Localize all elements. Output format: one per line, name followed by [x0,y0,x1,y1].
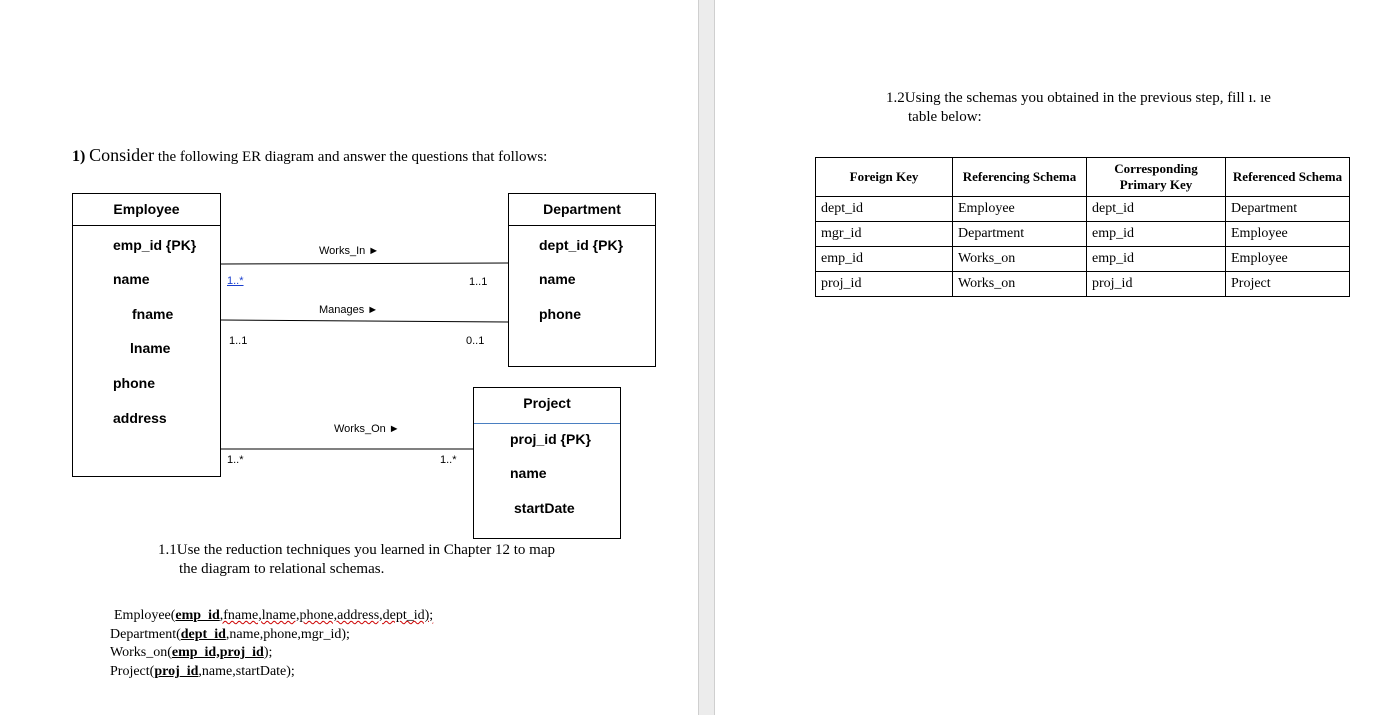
schema-employee-attrs: ,fname,lname,phone,address,dept_id); [219,608,434,623]
table-cell: Employee [1226,222,1350,247]
works-in-right-mult: 1..1 [469,276,488,288]
schema-department-key: dept_id [180,626,226,642]
manages-right-mult: 0..1 [466,335,485,347]
table-cell: Employee [953,197,1087,222]
table-cell: dept_id [1087,197,1226,222]
table-cell: proj_id [1087,272,1226,297]
question-1-2-line1: Using the schemas you obtained in the previous step, fill ı. ıe [904,90,1271,106]
question-1-1 [158,541,555,579]
table-cell: Works_on [953,247,1087,272]
employee-attr-lname: lname [130,340,171,356]
question-1-1-number: 1.1 [158,542,177,558]
employee-attr-fname: fname [132,306,174,322]
employee-attr-phone: phone [113,375,155,391]
schema-project-name: Project( [110,663,155,679]
works-in-left-mult: 1..* [227,275,244,287]
question-number: 1) [72,148,86,165]
question-1-1-line1: Use the reduction techniques you learned in Chapter 12 to map [176,542,555,558]
project-title: Project [523,395,571,411]
schema-department [110,626,433,645]
department-attr-dept-id: dept_id {PK} [539,237,624,253]
table-row [816,197,1350,222]
table-cell: mgr_id [816,222,953,247]
works-in-line [221,263,508,264]
question-1-2-number: 1.2 [886,90,905,106]
table-cell: proj_id [816,272,953,297]
table-cell: Project [1226,272,1350,297]
schema-department-name: Department( [110,626,181,642]
department-title: Department [543,201,621,217]
header-referencing-schema: Referencing Schema [953,158,1087,197]
schema-works-on-key: emp_id,proj_id [171,645,264,660]
table-cell: Employee [1226,247,1350,272]
relational-schemas [110,607,433,681]
manages-label: Manages ► [319,304,379,316]
table-cell: emp_id [1087,247,1226,272]
employee-attr-emp-id: emp_id {PK} [113,237,197,253]
table-row [816,272,1350,297]
project-attr-startdate: startDate [514,500,575,516]
schema-project-attrs: ,name,startDate); [198,663,295,679]
question-1-2-line2: table below: [908,109,982,125]
department-attr-name: name [539,271,576,287]
header-foreign-key: Foreign Key [816,158,953,197]
project-divider [474,423,620,424]
table-row [816,247,1350,272]
schema-works-on-name: Works_on( [110,645,172,660]
department-divider [509,225,655,226]
table-cell: Department [1226,197,1350,222]
question-lead-word: Consider [89,145,155,165]
works-in-label: Works_In ► [319,245,380,257]
department-entity [508,193,656,367]
employee-entity [72,193,221,477]
project-attr-proj-id: proj_id {PK} [510,431,591,447]
schema-project-key: proj_id [154,663,199,679]
question-1-1-line2: the diagram to relational schemas. [179,561,385,577]
employee-attr-address: address [113,410,167,426]
employee-divider [73,225,220,226]
foreign-key-table [815,157,1350,297]
project-entity [473,387,621,539]
project-attr-name: name [510,465,547,481]
schema-works-on-attrs: ); [263,645,273,660]
question-text: the following ER diagram and answer the questions that follows: [157,149,548,165]
employee-attr-name: name [113,271,150,287]
schema-employee-name: Employee( [114,608,176,623]
table-cell: Department [953,222,1087,247]
header-referenced-schema: Referenced Schema [1226,158,1350,197]
table-cell: Works_on [953,272,1087,297]
table-cell: dept_id [816,197,953,222]
department-attr-phone: phone [539,306,581,322]
page-gap [698,0,715,715]
table-cell: emp_id [1087,222,1226,247]
schema-project [110,663,433,682]
employee-title: Employee [113,201,180,217]
manages-left-mult: 1..1 [229,335,248,347]
table-row [816,222,1350,247]
header-corresponding-primary-key: Corresponding Primary Key [1087,158,1226,197]
schema-department-attrs: ,name,phone,mgr_id); [225,626,350,642]
manages-line [221,320,508,322]
works-on-label: Works_On ► [334,423,400,435]
schema-works-on [110,644,433,663]
table-cell: emp_id [816,247,953,272]
schema-employee-key: emp_id [175,608,220,623]
table-header-row [816,158,1350,197]
works-on-left-mult: 1..* [227,454,244,466]
question-1-2 [886,89,1271,127]
works-on-right-mult: 1..* [440,454,457,466]
schema-employee [110,607,433,626]
